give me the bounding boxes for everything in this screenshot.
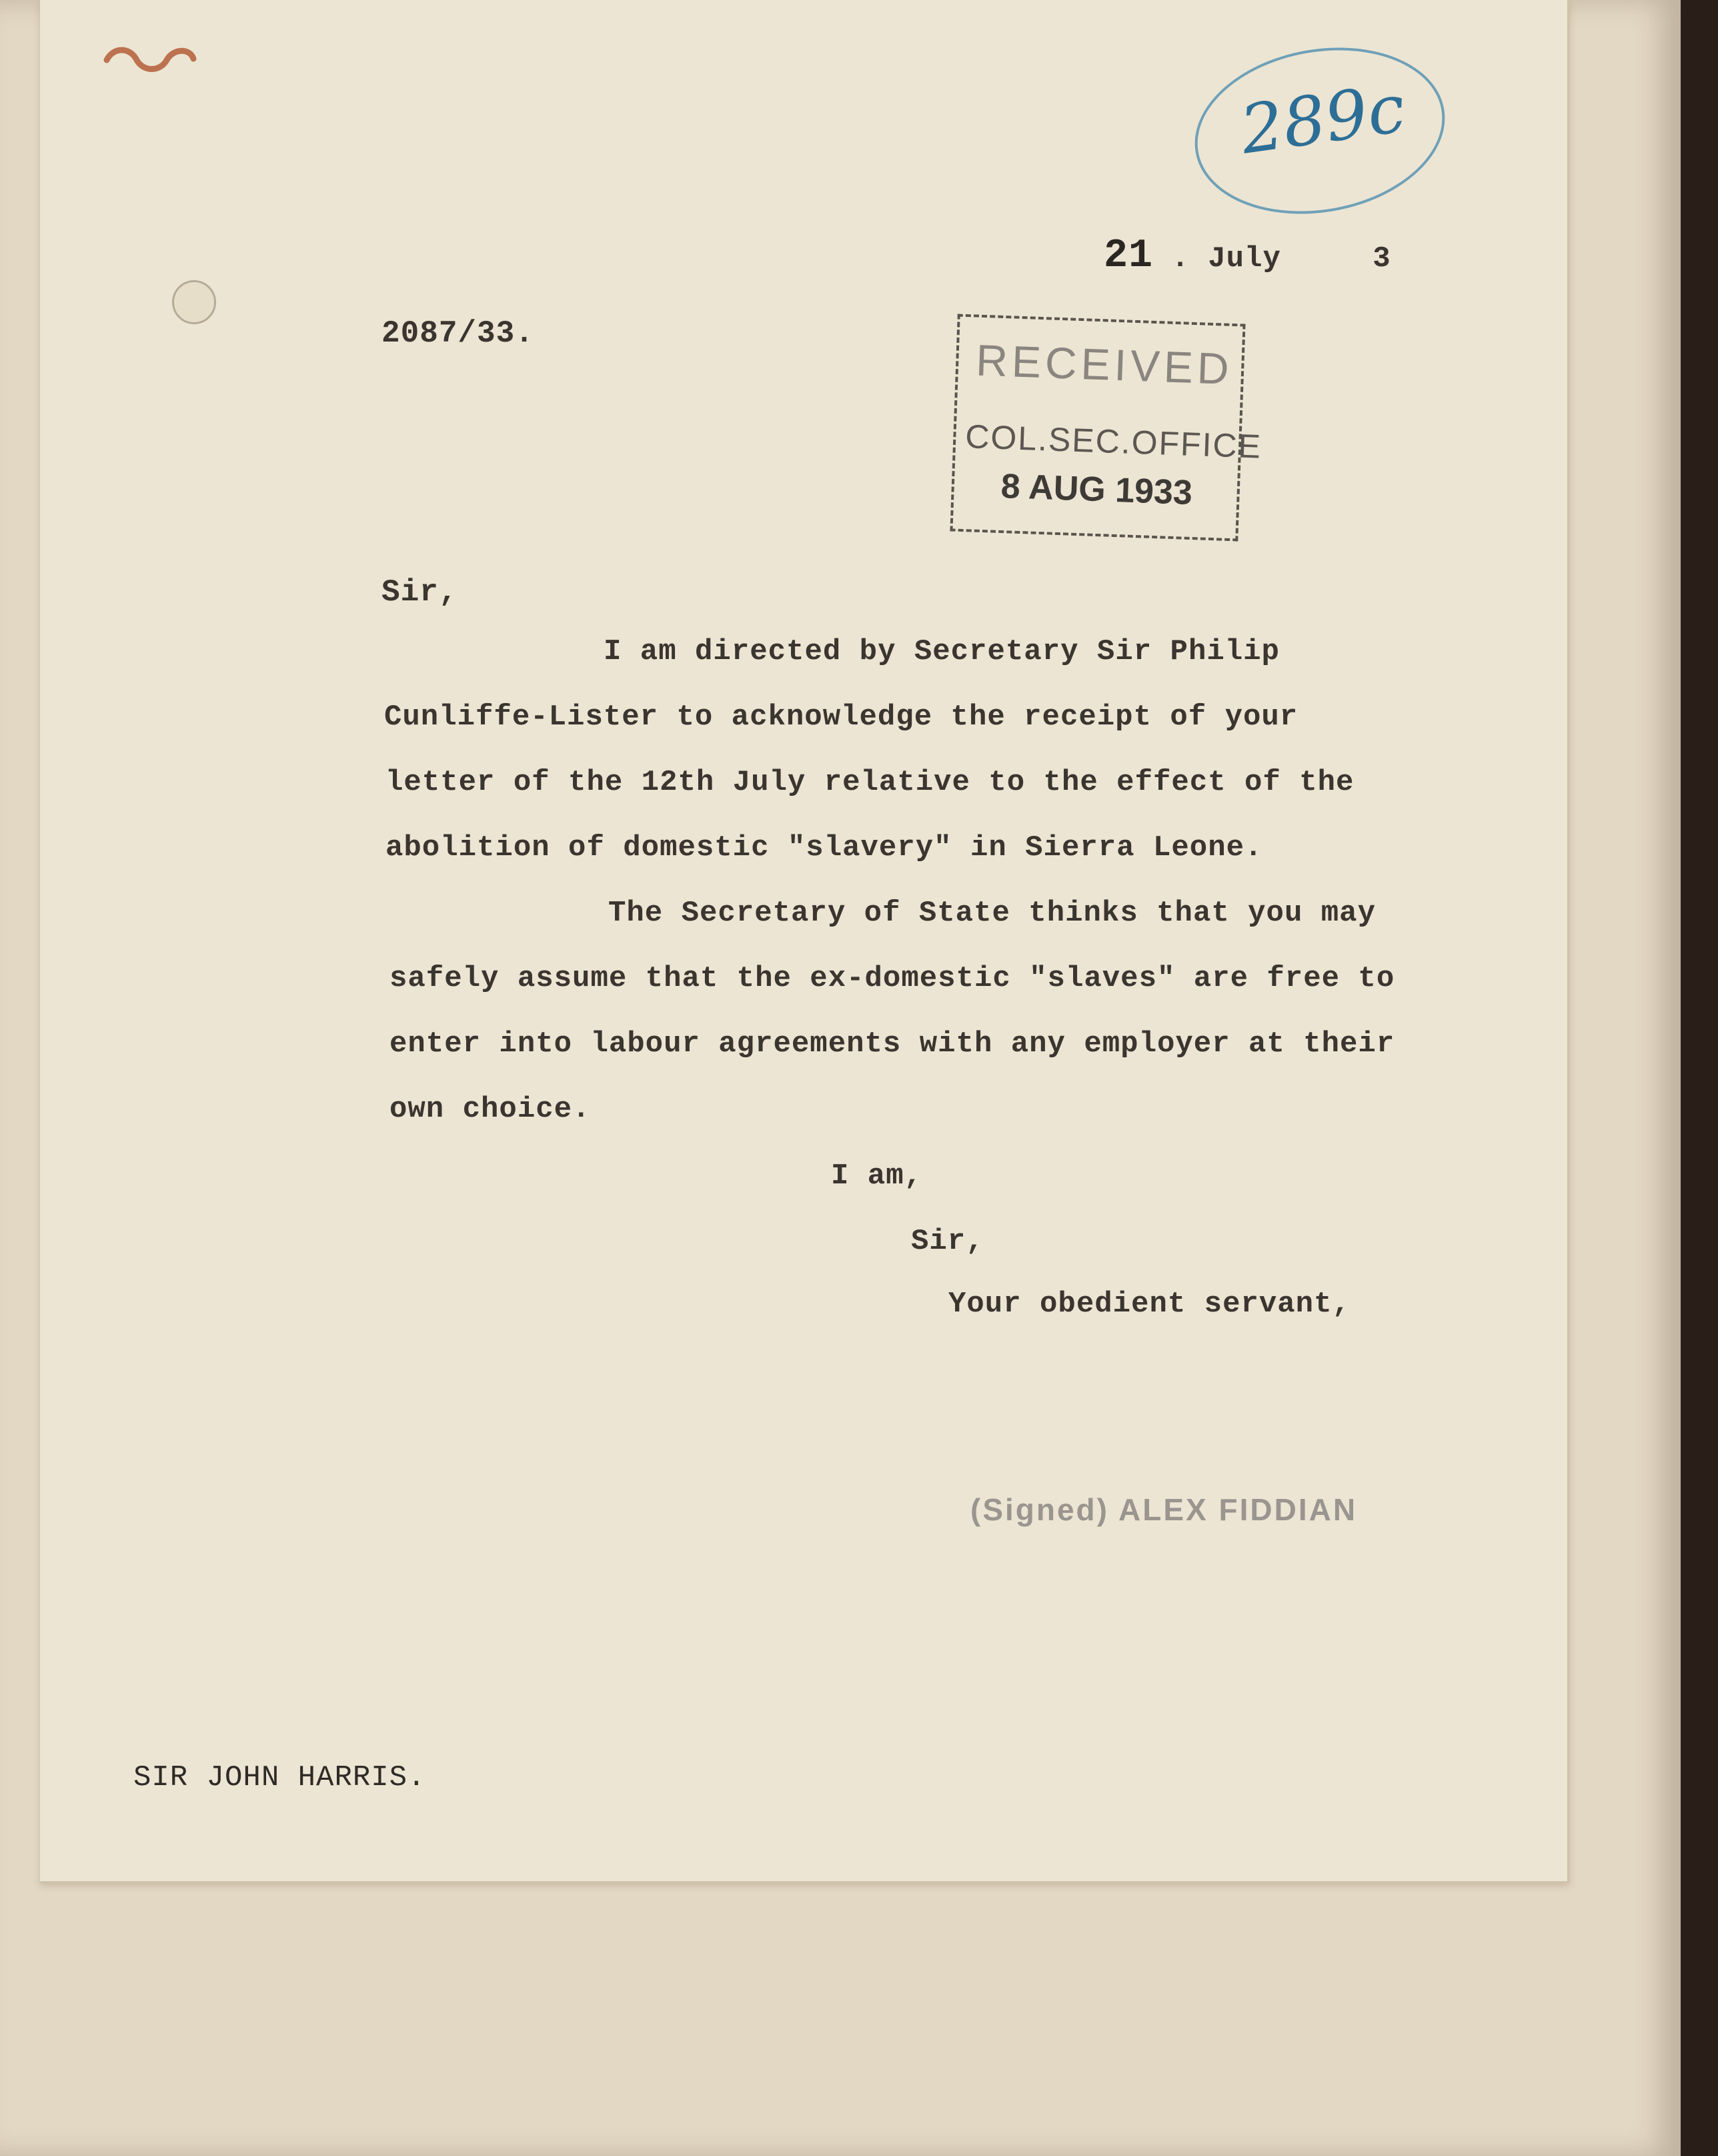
signature-stamp: (Signed) ALEX FIDDIAN [970, 1492, 1358, 1527]
closing-i-am: I am, [831, 1159, 923, 1193]
reference-number: 2087/33. [381, 316, 534, 351]
body-line: I am directed by Secretary Sir Philip [604, 635, 1280, 668]
stamp-received: RECEIVED [975, 335, 1234, 394]
closing-servant: Your obedient servant, [948, 1287, 1351, 1321]
date-month: July [1208, 242, 1281, 276]
date-separator: . [1171, 242, 1190, 276]
body-line: enter into labour agreements with any employer at their [389, 1027, 1395, 1061]
letter-date [1104, 233, 1391, 279]
stamp-date: 8 AUG 1933 [1000, 467, 1193, 512]
date-day: 21 [1104, 233, 1154, 279]
punch-hole [172, 280, 216, 324]
closing-sir: Sir, [911, 1225, 984, 1258]
date-year-fragment: 3 [1373, 242, 1391, 276]
body-line: abolition of domestic "slavery" in Sierra Leone. [385, 831, 1263, 865]
rust-stain-mark [100, 40, 220, 80]
body-line: The Secretary of State thinks that you may [608, 897, 1376, 930]
body-line: own choice. [389, 1093, 591, 1126]
body-line: letter of the 12th July relative to the effect of the [385, 766, 1355, 799]
body-line: Cunliffe-Lister to acknowledge the receipt of your [384, 700, 1299, 734]
body-line: safely assume that the ex-domestic "slaves" are free to [389, 962, 1395, 995]
archive-number: 289c [1236, 69, 1410, 169]
received-stamp [950, 314, 1262, 542]
letter-sheet [40, 0, 1569, 1883]
addressee: SIR JOHN HARRIS. [133, 1761, 426, 1794]
stamp-office: COL.SEC.OFFICE [964, 418, 1262, 466]
salutation: Sir, [381, 575, 458, 610]
